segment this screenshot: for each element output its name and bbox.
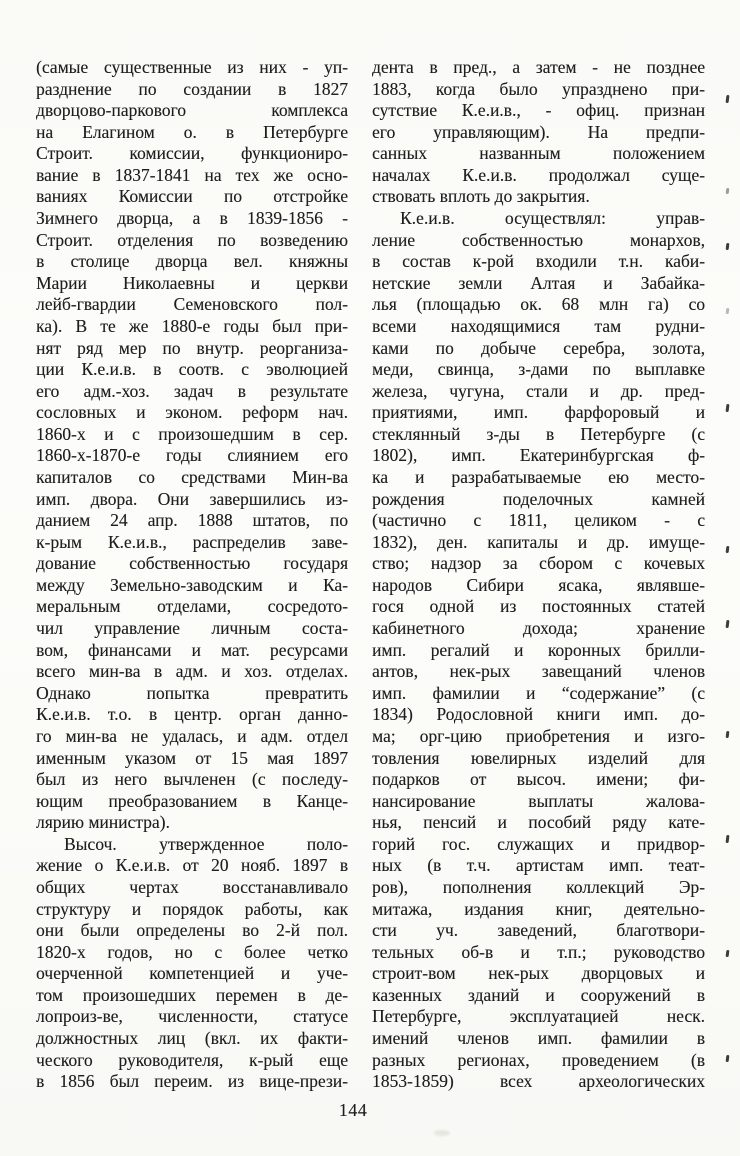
text-line: ющим преобразованием в Канце- <box>36 790 348 811</box>
text-line: ство; надзор за сбором с кочевых <box>372 553 705 574</box>
text-line: ма; орг-цию приобретения и изго- <box>372 725 705 746</box>
text-line: 1802), имп. Екатеринбургская ф- <box>372 445 705 466</box>
text-line: его адм.-хоз. задач в результате <box>36 380 348 401</box>
text-line: вание в 1837-1841 на тех же осно- <box>36 164 348 185</box>
text-line: нетские земли Алтая и Забайка- <box>372 272 705 293</box>
scan-artifact <box>726 95 729 103</box>
text-line: 1860-х-1870-е годы слиянием его <box>36 445 348 466</box>
text-line: санных названным положением <box>372 143 705 164</box>
text-line: между Земельно-заводским и Ка- <box>36 574 348 595</box>
text-line: ками по добыче серебра, золота, <box>372 337 705 358</box>
text-line: всеми находящимися там рудни- <box>372 315 705 336</box>
text-line: разднение по создании в 1827 <box>36 78 348 99</box>
text-line: рождения поделочных камней <box>372 488 705 509</box>
text-line: 1820-х годов, но с более четко <box>36 941 348 962</box>
text-line: жение о К.е.и.в. от 20 нояб. 1897 в <box>36 855 348 876</box>
text-line: всего мин-ва в адм. и хоз. отделах. <box>36 661 348 682</box>
text-line: Однако попытка превратить <box>36 682 348 703</box>
text-line: ческого руководителя, к-рый еще <box>36 1049 348 1070</box>
text-line: разных регионах, проведением (в <box>372 1049 705 1070</box>
text-line: лейб-гвардии Семеновского пол- <box>36 294 348 315</box>
text-line: ление собственностью монархов, <box>372 229 705 250</box>
text-line: на Елагином о. в Петербурге <box>36 121 348 142</box>
scan-artifact <box>726 835 729 843</box>
text-line: данием 24 апр. 1888 штатов, по <box>36 510 348 531</box>
text-line: дента в пред., а затем - не позднее <box>372 57 705 77</box>
text-line: 1860-х и с произошедшим в сер. <box>36 423 348 444</box>
scan-artifact <box>726 620 729 628</box>
text-line: сти уч. заведений, благотвори- <box>372 920 705 941</box>
text-line: го мин-ва не удалась, и адм. отдел <box>36 725 348 746</box>
text-line: должностных лиц (вкл. их факти- <box>36 1028 348 1049</box>
text-line: чил управление личным соста- <box>36 618 348 639</box>
text-line: имений членов имп. фамилии в <box>372 1028 705 1049</box>
text-line: дворцово-паркового комплекса <box>36 100 348 121</box>
text-line: имп. двора. Они завершились из- <box>36 488 348 509</box>
text-line: товления ювелирных изделий для <box>372 747 705 768</box>
text-line: Петербурге, эксплуатацией неск. <box>372 1006 705 1027</box>
scan-artifact <box>726 731 729 738</box>
text-line: кабинетного дохода; хранение <box>372 618 705 639</box>
text-line: началах К.е.и.в. продолжал суще- <box>372 164 705 185</box>
text-line: приятиями, имп. фарфоровый и <box>372 402 705 423</box>
text-line: очерченной компетенцией и уче- <box>36 963 348 984</box>
column-right <box>372 57 705 1093</box>
text-line: строит-вом нек-рых дворцовых и <box>372 963 705 984</box>
text-line: капиталов со средствами Мин-ва <box>36 466 348 487</box>
text-line: народов Сибири ясака, являвше- <box>372 574 705 595</box>
text-line: имп. регалий и коронных брилли- <box>372 639 705 660</box>
text-line: общих чертах восстанавливало <box>36 876 348 897</box>
text-line: ка). В те же 1880-е годы был при- <box>36 315 348 336</box>
text-line: ров), пополнения коллекций Эр- <box>372 876 705 897</box>
text-line: вом, финансами и мат. ресурсами <box>36 639 348 660</box>
text-line: лопроиз-ве, численности, статусе <box>36 1006 348 1027</box>
text-line: нят ряд мер по внутр. реорганиза- <box>36 337 348 358</box>
text-line: 1832), ден. капиталы и др. имуще- <box>372 531 705 552</box>
scan-artifact <box>726 188 729 194</box>
text-line: ных (в т.ч. артистам имп. теат- <box>372 855 705 876</box>
text-line: лярию министра). <box>36 812 170 833</box>
text-line: они были определены во 2-й пол. <box>36 920 348 941</box>
text-line: сословных и эконом. реформ нач. <box>36 402 348 423</box>
scan-artifact <box>726 1055 729 1062</box>
text-line: Высоч. утвержденное поло- <box>64 833 348 854</box>
text-line: Зимнего дворца, а в 1839-1856 - <box>36 208 348 229</box>
text-line: меди, свинца, з-дами по выплавке <box>372 359 705 380</box>
text-line: ции К.е.и.в. в соотв. с эволюцией <box>36 359 348 380</box>
text-line: нья, пенсий и пособий ряду кате- <box>372 812 705 833</box>
column-left <box>36 57 348 1093</box>
text-line: гося одной из постоянных статей <box>372 596 705 617</box>
text-line: сутствие К.е.и.в., - офиц. признан <box>372 100 705 121</box>
text-line: 1834) Родословной книги имп. до- <box>372 704 705 725</box>
text-line: 1853-1859) всех археологических <box>372 1071 705 1092</box>
text-line: был из него вычленен (с последу- <box>36 769 348 790</box>
text-line: в столице дворца вел. княжны <box>36 251 348 272</box>
text-line: том произошедших перемен в де- <box>36 984 348 1005</box>
scan-artifact <box>726 950 729 957</box>
text-line: ствовать вплоть до закрытия. <box>372 186 590 207</box>
text-line: Марии Николаевны и церкви <box>36 272 348 293</box>
text-line: К.е.и.в. т.о. в центр. орган данно- <box>36 704 348 725</box>
scan-artifact <box>726 308 729 314</box>
scan-artifact <box>726 404 729 412</box>
text-line: нансирование выплаты жалова- <box>372 790 705 811</box>
text-line: железа, чугуна, стали и др. пред- <box>372 380 705 401</box>
text-line: имп. фамилии и “содержание” (с <box>372 682 705 703</box>
scan-artifact <box>726 243 729 250</box>
text-line: стеклянный з-ды в Петербурге (с <box>372 423 705 444</box>
text-line: горий гос. служащих и придвор- <box>372 833 705 854</box>
text-line: казенных зданий и сооружений в <box>372 984 705 1005</box>
text-line: митажа, издания книг, деятельно- <box>372 898 705 919</box>
text-line: Строит. комиссии, функциониро- <box>36 143 348 164</box>
text-line: меральным отделами, сосредото- <box>36 596 348 617</box>
scan-artifact <box>726 546 729 553</box>
text-line: Строит. отделения по возведению <box>36 229 348 250</box>
text-line: ка и разрабатываемые ею место- <box>372 466 705 487</box>
text-line: К.е.и.в. осуществлял: управ- <box>400 208 705 229</box>
text-line: структуру и порядок работы, как <box>36 898 348 919</box>
text-line: антов, нек-рых завещаний членов <box>372 661 705 682</box>
text-line: в состав к-рой входили т.н. каби- <box>372 251 705 272</box>
text-line: 1883, когда было упразднено при- <box>372 78 705 99</box>
text-line: тельных об-в и т.п.; руководство <box>372 941 705 962</box>
text-line: подарков от высоч. имени; фи- <box>372 769 705 790</box>
text-line: ваниях Комиссии по отстройке <box>36 186 348 207</box>
text-line: в 1856 был переим. из вице-прези- <box>36 1071 348 1092</box>
text-line: именным указом от 15 мая 1897 <box>36 747 348 768</box>
page-number: 144 <box>338 1100 368 1120</box>
text-line: к-рым К.е.и.в., распределив заве- <box>36 531 348 552</box>
text-line: (частично с 1811, целиком - с <box>372 510 705 531</box>
scan-smudge <box>434 1130 450 1136</box>
text-line: дование собственностью государя <box>36 553 348 574</box>
text-line: его управляющим). На предпи- <box>372 121 705 142</box>
text-line: лья (площадью ок. 68 млн га) со <box>372 294 705 315</box>
text-line: (самые существенные из них - уп- <box>36 57 348 77</box>
